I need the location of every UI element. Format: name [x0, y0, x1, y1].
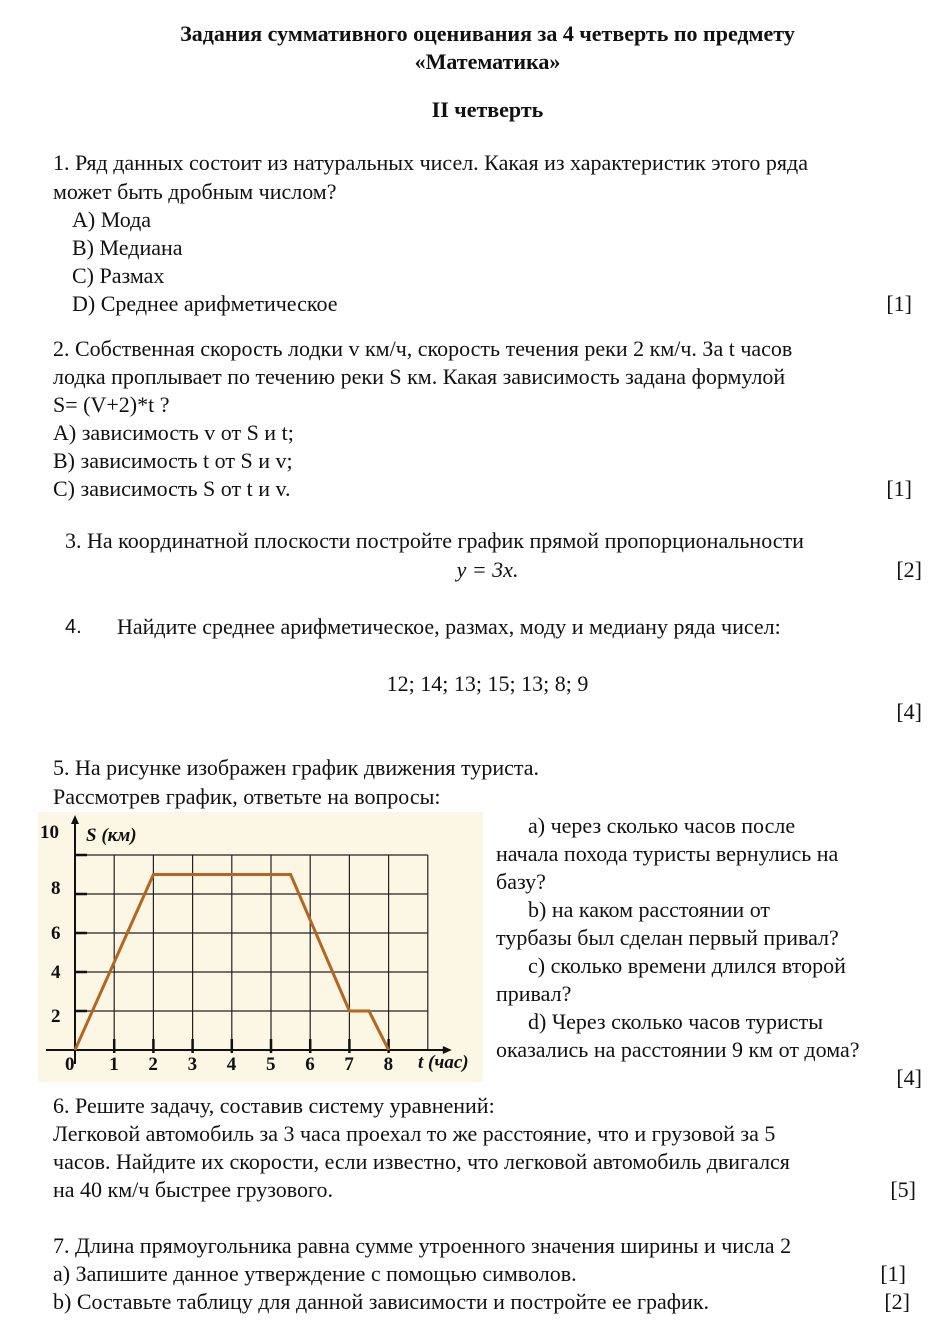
q5-question-a: базу? [496, 869, 546, 894]
x-tick-label: 4 [226, 1054, 237, 1075]
doc-title-subject: «Математика» [414, 49, 561, 74]
q7-part-a: a) Запишите данное утверждение с помощью символов. [53, 1261, 577, 1286]
x-tick-label: 1 [109, 1054, 119, 1075]
q5-question-b: турбазы был сделан первый привал? [496, 925, 839, 950]
x-tick-label: 7 [344, 1054, 354, 1075]
y-tick-label: 2 [51, 1006, 61, 1027]
y-tick-label: 6 [51, 923, 61, 944]
q6-text: часов. Найдите их скорости, если известно, что легковой автомобиль двигался [53, 1149, 790, 1174]
q1-text: может быть дробным числом? [53, 179, 337, 204]
doc-title: Задания суммативного оценивания за 4 четверть по предмету [180, 21, 795, 46]
q1-option: A) Мода [72, 207, 152, 232]
x-tick-label: 6 [305, 1054, 315, 1075]
q5-question-a: a) через сколько часов после [528, 813, 796, 838]
q6-points: [5] [890, 1177, 916, 1202]
q4-points: [4] [896, 699, 922, 724]
q2-text: лодка проплывает по течению реки S км. Какая зависимость задана формулой [53, 364, 786, 389]
q3-formula: y = 3x. [456, 557, 519, 582]
q5-question-d: d) Через сколько часов туристы [528, 1009, 823, 1034]
q2-option: C) зависимость S от t и v. [53, 476, 291, 501]
x-tick-label: 5 [266, 1054, 276, 1075]
q5-text: 5. На рисунке изображен график движения туриста. [53, 755, 540, 780]
q4-text: Найдите среднее арифметическое, размах, моду и медиану ряда чисел: [117, 614, 781, 639]
y-tick-label: 8 [51, 878, 61, 899]
q3-points: [2] [896, 557, 922, 582]
q1-points: [1] [886, 291, 912, 316]
distance-time-chart [38, 812, 483, 1082]
q1-option: D) Среднее арифметическое [72, 291, 338, 316]
q1-option: C) Размах [72, 263, 165, 288]
q2-text: 2. Собственная скорость лодки v км/ч, скорость течения реки 2 км/ч. За t часов [53, 336, 793, 361]
y-axis-label: S (км) [86, 825, 137, 846]
q7-points-a: [1] [880, 1261, 906, 1286]
x-tick-label: 8 [383, 1054, 394, 1075]
x-tick-label: 3 [187, 1054, 198, 1075]
q7-text: 7. Длина прямоугольника равна сумме утроенного значения ширины и числа 2 [53, 1233, 792, 1258]
q7-points-b: [2] [884, 1289, 910, 1314]
q4-numbers: 12; 14; 13; 15; 13; 8; 9 [386, 671, 589, 696]
q7-part-b: b) Составьте таблицу для данной зависимости и постройте ее график. [53, 1289, 710, 1314]
chart-axes [46, 815, 452, 1064]
q5-question-d: оказались на расстоянии 9 км от дома? [496, 1037, 860, 1062]
q5-question-a: начала похода туристы вернулись на [496, 841, 839, 866]
q5-question-c: c) сколько времени длился второй [528, 953, 846, 978]
x-tick-label: 0 [65, 1054, 75, 1075]
q5-question-b: b) на каком расстоянии от [528, 897, 771, 922]
q6-text: 6. Решите задачу, составив систему уравнений: [53, 1093, 495, 1118]
q6-text: на 40 км/ч быстрее грузового. [53, 1177, 333, 1202]
q4-number: 4. [65, 616, 82, 638]
q6-text: Легковой автомобиль за 3 часа проехал то же расстояние, что и грузовой за 5 [53, 1121, 776, 1146]
q5-question-c: привал? [496, 981, 572, 1006]
q2-option: B) зависимость t от S и v; [53, 448, 293, 473]
doc-subtitle: II четверть [431, 97, 544, 122]
y-tick-label: 10 [40, 822, 59, 843]
chart-ticks [40, 822, 393, 1075]
q3-text: 3. На координатной плоскости постройте график прямой пропорциональности [65, 528, 804, 553]
q1-option: B) Медиана [72, 235, 183, 260]
y-tick-label: 4 [51, 962, 61, 983]
q1-text: 1. Ряд данных состоит из натуральных чисел. Какая из характеристик этого ряда [53, 150, 808, 175]
q2-points: [1] [886, 476, 912, 501]
q2-text: S= (V+2)*t ? [53, 392, 170, 417]
q5-text: Рассмотрев график, ответьте на вопросы: [53, 784, 441, 809]
q5-points: [4] [896, 1065, 922, 1090]
q2-option: A) зависимость v от S и t; [53, 420, 294, 445]
y-axis-arrow-icon [71, 815, 79, 824]
x-tick-label: 2 [148, 1054, 158, 1075]
x-axis-label: t (час) [418, 1052, 469, 1073]
